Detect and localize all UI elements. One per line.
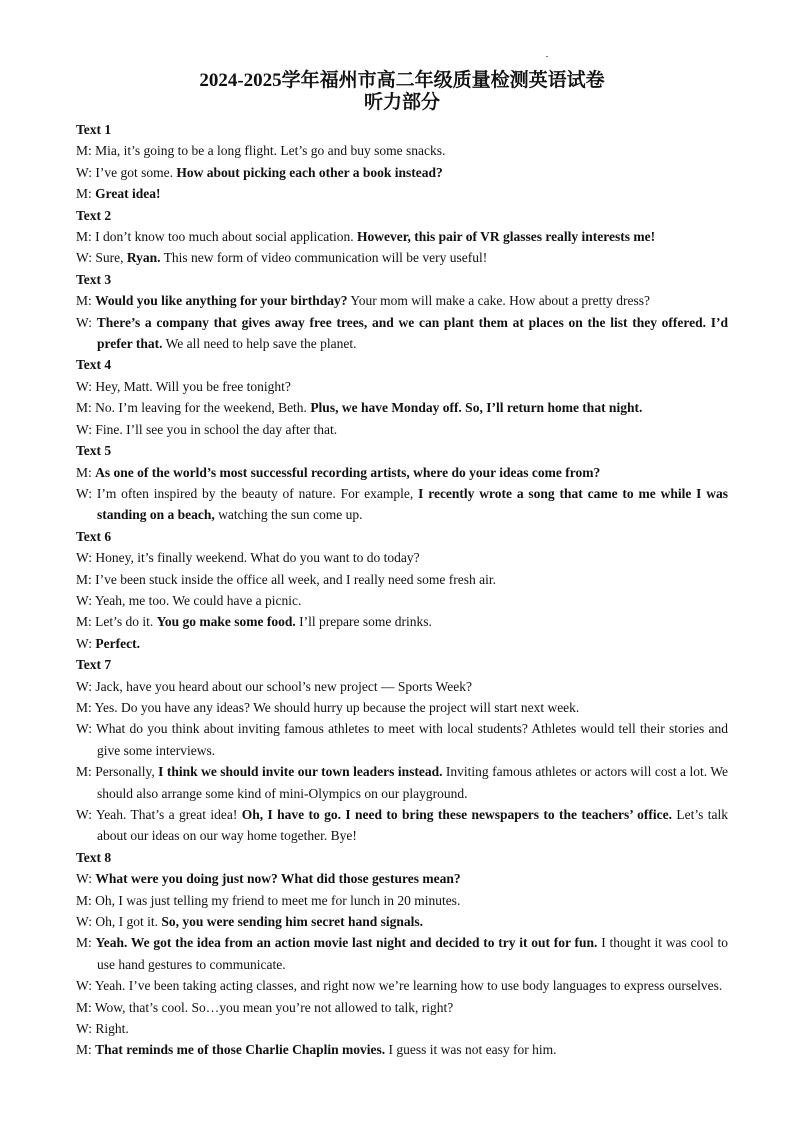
dialogue-bold-text: Oh, I have to go. I need to bring these newspapers to the teachers’ office. (241, 807, 673, 822)
dialogue-text: W: Right. (76, 1021, 129, 1037)
dialogue-line (76, 718, 728, 761)
dialogue-text: W: I’ve got some. (76, 164, 177, 180)
dialogue-bold-text: There’s a company that gives away free trees, and we can plant them at places on the list they offered. I’d prefer that. (96, 314, 728, 352)
dialogue-text: W: Sure, (76, 250, 127, 266)
section-heading: Text 4 (76, 357, 112, 373)
section-heading: Text 6 (76, 528, 112, 544)
document-subtitle: 听力部分 (363, 92, 440, 113)
section-heading: Text 2 (76, 207, 112, 223)
dialogue-text: M: Let’s do it. (76, 614, 157, 630)
dialogue-bold-text: So, you were sending him secret hand signals. (161, 914, 424, 930)
dialogue-text: M: Wow, that’s cool. So…you mean you’re not allowed to talk, right? (76, 999, 454, 1015)
dialogue-bold-text: Would you like anything for your birthday? (95, 293, 348, 309)
text-section (76, 847, 728, 1061)
dialogue-line (76, 162, 728, 183)
dialogue-line (76, 868, 728, 889)
dialogue-text: watching the sun come up. (214, 507, 363, 523)
dialogue-text: M: (76, 935, 96, 951)
dialogue-bold-text: However, this pair of VR glasses really interests me! (356, 229, 656, 245)
dialogue-text: W: (76, 635, 96, 651)
dialogue-text: M: I’ve been stuck inside the office all week, and I really need some fresh air. (76, 571, 496, 587)
text-section (76, 354, 728, 440)
dialogue-line (76, 997, 728, 1018)
dialogue-text: M: (76, 464, 96, 480)
dialogue-text: W: Fine. I’ll see you in school the day after that. (76, 421, 338, 437)
text-section (76, 269, 728, 355)
dialogue-text: W: I’m often inspired by the beauty of nature. For example, (76, 485, 419, 501)
dialogue-text: M: Yes. Do you have any ideas? We should hurry up because the project will start next week. (76, 699, 580, 715)
dialogue-line (76, 911, 728, 932)
dialogue-text: M: No. I’m leaving for the weekend, Beth. (76, 400, 311, 416)
dialogue-bold-text: I think we should invite our town leaders instead. (158, 764, 443, 780)
dialogue-bold-text: What were you doing just now? What did those gestures mean? (95, 871, 461, 887)
dialogue-line (76, 226, 728, 247)
page-mark (546, 56, 548, 57)
dialogue-line (76, 697, 728, 718)
dialogue-text: W: (76, 871, 96, 887)
dialogue-bold-text: I recently wrote a song that came to me while I was standing on a beach, (97, 485, 729, 523)
dialogue-line (76, 633, 728, 654)
dialogue-line (76, 590, 728, 611)
dialogue-line (76, 569, 728, 590)
dialogue-text: W: What do you think about inviting famous athletes to meet with local students? Athletes would tell their stories and give some interviews. (76, 721, 728, 758)
section-heading: Text 7 (76, 657, 112, 673)
dialogue-text: I’ll prepare some drinks. (295, 614, 432, 630)
dialogue-line (76, 676, 728, 697)
dialogue-line (76, 611, 728, 632)
section-heading: Text 1 (76, 122, 112, 137)
dialogue-text: M: I don’t know too much about social application. (76, 229, 357, 245)
dialogue-text: This new form of video communication will be very useful! (160, 250, 488, 266)
dialogue-text: W: Yeah, me too. We could have a picnic. (76, 592, 302, 608)
dialogue-bold-text: How about picking each other a book instead? (176, 164, 443, 180)
dialogue-line (76, 397, 728, 418)
dialogue-line (76, 890, 728, 911)
transcript (76, 119, 728, 1061)
dialogue-text: W: Honey, it’s finally weekend. What do you want to do today? (76, 550, 420, 566)
dialogue-line (76, 419, 728, 440)
dialogue-line (76, 183, 728, 204)
dialogue-line (76, 932, 728, 975)
dialogue-text: M: (76, 293, 96, 309)
text-section (76, 119, 728, 205)
dialogue-line (76, 290, 728, 311)
dialogue-line (76, 761, 728, 804)
dialogue-bold-text: Yeah. We got the idea from an action movie last night and decided to try it out for fun. (95, 935, 598, 951)
dialogue-text: W: (76, 314, 97, 330)
section-heading: Text 5 (76, 443, 112, 459)
dialogue-text: I guess it was not easy for him. (385, 1042, 557, 1058)
text-section (76, 205, 728, 269)
dialogue-bold-text: That reminds me of those Charlie Chaplin movies. (95, 1042, 386, 1058)
dialogue-text: We all need to help save the planet. (162, 336, 357, 352)
dialogue-text: Let’s talk about our ideas on our way home together. Bye! (97, 807, 728, 844)
dialogue-bold-text: Ryan. (126, 250, 161, 266)
dialogue-text: M: Personally, (76, 764, 159, 780)
dialogue-line (76, 483, 728, 526)
dialogue-line (76, 376, 728, 397)
dialogue-bold-text: Great idea! (95, 186, 161, 202)
dialogue-line (76, 1018, 728, 1039)
dialogue-line (76, 462, 728, 483)
dialogue-line (76, 140, 728, 161)
section-heading: Text 8 (76, 849, 112, 865)
dialogue-text: M: (76, 186, 96, 202)
dialogue-line (76, 1039, 728, 1060)
dialogue-text: M: (76, 1042, 96, 1058)
dialogue-bold-text: Plus, we have Monday off. So, I’ll return home that night. (310, 400, 643, 416)
dialogue-line (76, 312, 728, 355)
dialogue-text: Inviting famous athletes or actors will cost a lot. We should also arrange some kind of mini-Olympics on our playground. (97, 764, 728, 801)
section-heading: Text 3 (76, 271, 112, 287)
dialogue-text: I thought it was cool to use hand gestures to communicate. (97, 935, 728, 972)
dialogue-text: W: Yeah. I’ve been taking acting classes, and right now we’re learning how to use body languages to express ourselves. (76, 978, 723, 994)
dialogue-bold-text: As one of the world’s most successful recording artists, where do your ideas come from? (95, 464, 601, 480)
dialogue-bold-text: Perfect. (95, 635, 140, 651)
dialogue-text: W: Yeah. That’s a great idea! (76, 807, 242, 822)
dialogue-text: M: Oh, I was just telling my friend to meet me for lunch in 20 minutes. (76, 892, 461, 908)
text-section (76, 440, 728, 526)
dialogue-text: M: Mia, it’s going to be a long flight. Let’s go and buy some snacks. (76, 143, 446, 159)
dialogue-text: W: Jack, have you heard about our school’s new project — Sports Week? (76, 678, 472, 694)
dialogue-line (76, 547, 728, 568)
dialogue-bold-text: You go make some food. (156, 614, 296, 630)
document-title: 2024-2025学年福州市高二年级质量检测英语试卷 (199, 70, 605, 91)
dialogue-line (76, 247, 728, 268)
dialogue-text: Your mom will make a cake. How about a pretty dress? (347, 293, 651, 309)
dialogue-line (76, 804, 728, 847)
dialogue-text: W: Oh, I got it. (76, 914, 162, 930)
text-section (76, 654, 728, 847)
dialogue-line (76, 975, 728, 996)
text-section (76, 526, 728, 654)
dialogue-text: W: Hey, Matt. Will you be free tonight? (76, 378, 291, 394)
